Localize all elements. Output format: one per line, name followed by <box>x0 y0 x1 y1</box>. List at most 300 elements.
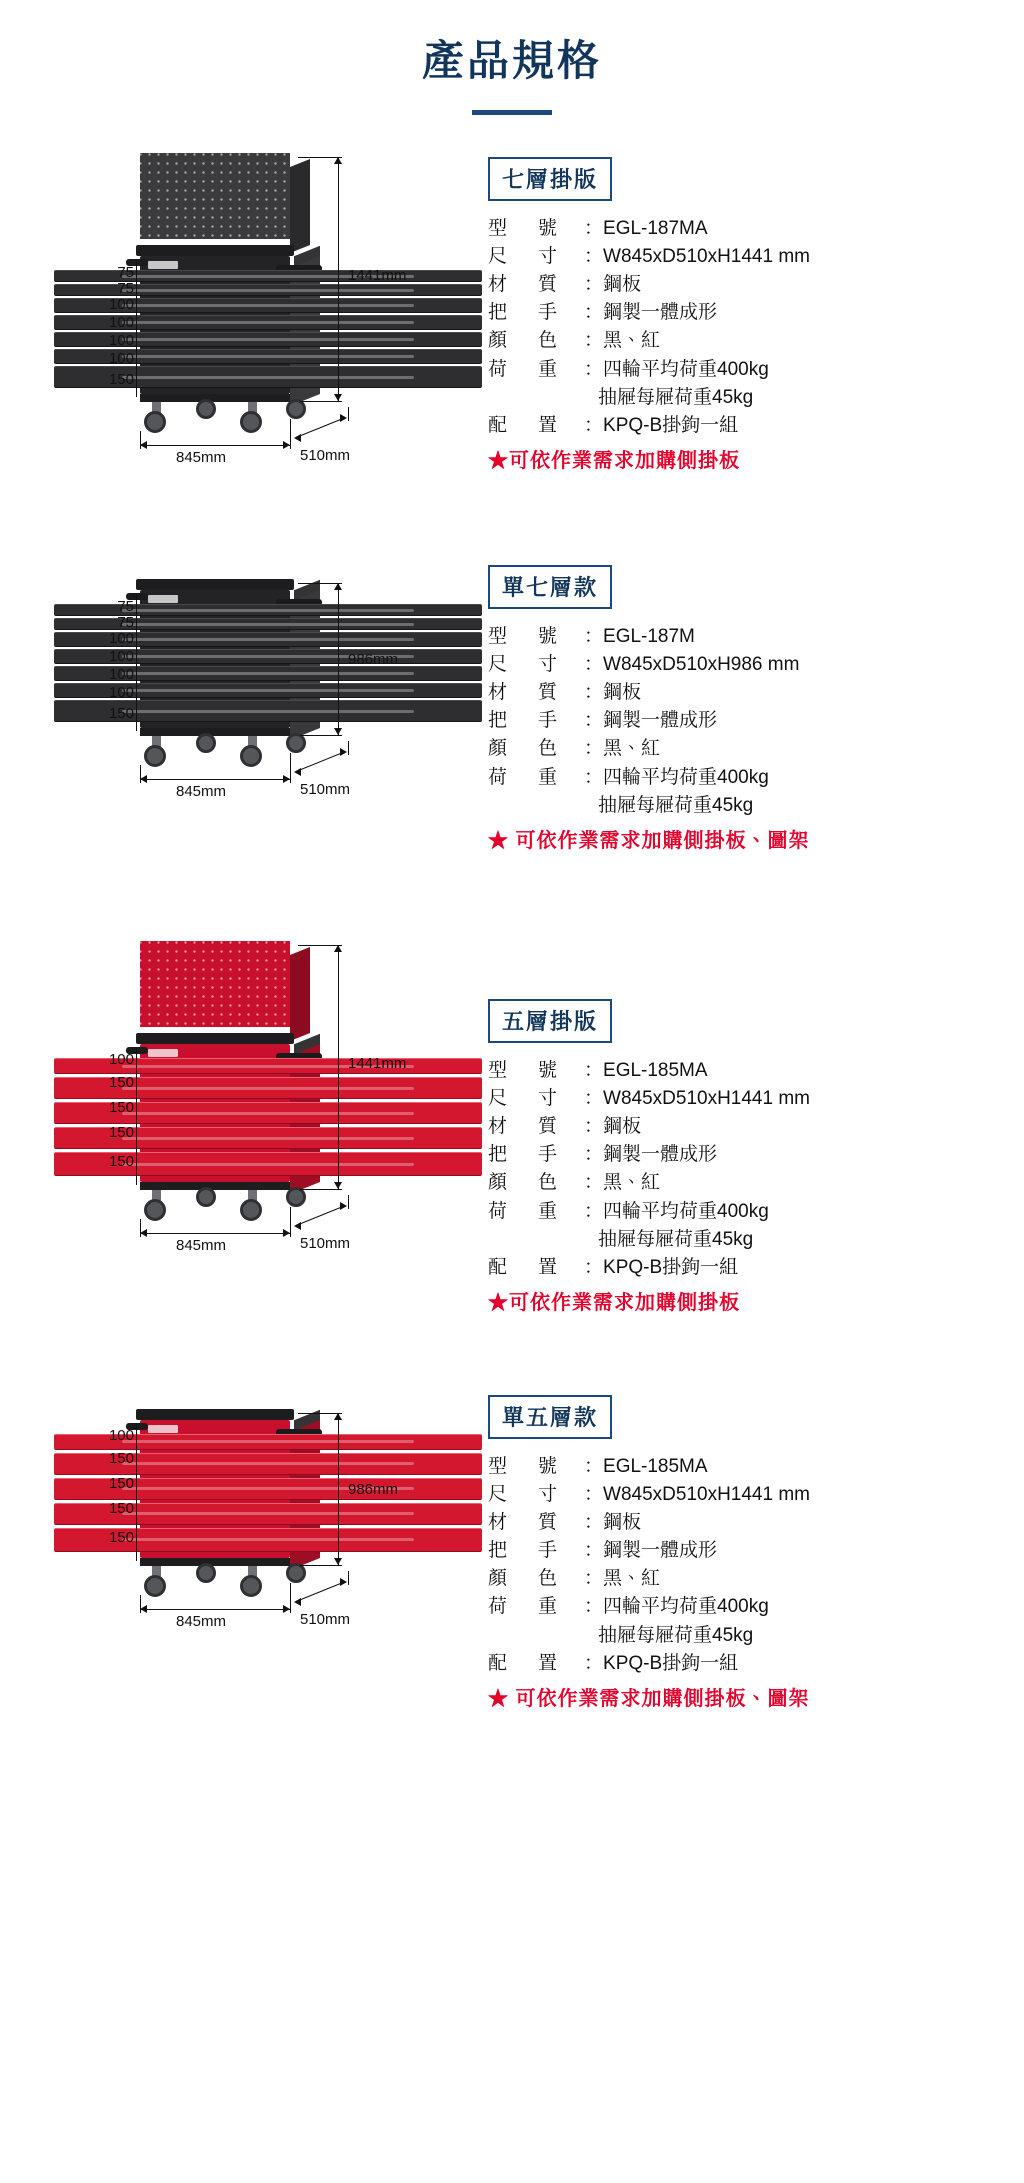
height-label: 1441mm <box>348 1055 407 1072</box>
spec-row-color <box>488 327 1008 355</box>
spec-note: ★ 可依作業需求加購側掛板、圖架 <box>488 829 810 852</box>
spec-value-material: 鋼板 <box>603 1116 642 1138</box>
product-figure-3 <box>48 937 488 1267</box>
height-arrow-down <box>334 728 342 735</box>
depth-arrow-right <box>340 1202 347 1210</box>
product-figure-1 <box>48 149 488 479</box>
worktop <box>136 245 294 256</box>
depth-arrow-right <box>340 748 347 756</box>
drawer-handle <box>122 376 413 379</box>
drawer-dim <box>48 314 140 331</box>
depth-arrow-right <box>340 1578 347 1586</box>
drawer-dim-value: 150 <box>108 1074 134 1091</box>
width-arrow-left <box>140 1605 147 1613</box>
spec-value-load-2: 抽屜每屜荷重45kg <box>598 386 754 408</box>
spec-row-load <box>488 1198 1008 1226</box>
pegboard-side-panel <box>290 947 310 1041</box>
height-dim-line <box>338 945 339 1189</box>
spec-value-load-2: 抽屜每屜荷重45kg <box>598 1228 754 1250</box>
spec-row-material <box>488 1509 1008 1537</box>
spec-value-model: EGL-187MA <box>603 218 708 239</box>
drawer-dim <box>48 1500 140 1517</box>
spec-value-config: KPQ-B掛鉤一組 <box>603 414 739 436</box>
drawer-handle <box>122 609 413 612</box>
spec-value-handle: 鋼製一體成形 <box>603 1144 718 1166</box>
drawer-handle <box>122 1462 413 1465</box>
spec-key-handle: 把 手 <box>488 1144 564 1166</box>
depth-arrow-left <box>294 1222 301 1230</box>
pegboard-panel <box>140 941 290 1027</box>
cabinet-illustration-1 <box>48 149 488 479</box>
spec-row-color <box>488 1169 1008 1197</box>
cabinet-illustration-2 <box>48 557 488 867</box>
spec-row-handle <box>488 299 1008 327</box>
brand-logo <box>148 261 178 269</box>
caster-wheel <box>240 1199 262 1221</box>
drawer-dim <box>48 1450 140 1467</box>
drawer-handle <box>122 623 413 626</box>
pegboard-panel <box>140 153 290 239</box>
drawer-dim <box>48 684 140 701</box>
depth-ext-right <box>348 1571 349 1585</box>
drawer-dim <box>48 1475 140 1492</box>
spec-key-model: 型 號 <box>488 1060 564 1081</box>
width-arrow-left <box>140 441 147 449</box>
drawer-dim <box>48 705 140 722</box>
spec-row-load <box>488 1593 1008 1621</box>
drawer-dim-value: 150 <box>108 1099 134 1116</box>
spec-colon: ： <box>584 682 604 704</box>
drawer-dim-value: 150 <box>108 1124 134 1141</box>
drawer-dim-value: 75 <box>117 614 134 631</box>
drawer-dim <box>48 666 140 683</box>
caster-wheel <box>196 1563 216 1583</box>
spec-value-load-2: 抽屜每屜荷重45kg <box>598 794 754 816</box>
product-badge: 單七層款 <box>488 565 612 609</box>
width-arrow-right <box>283 1605 290 1613</box>
caster-wheel <box>286 1187 306 1207</box>
spec-row-color <box>488 1565 1008 1593</box>
product-spec-3 <box>488 937 1008 1315</box>
drawer-handle <box>122 338 413 341</box>
caster-wheel <box>286 399 306 419</box>
drawer-handle <box>122 289 413 292</box>
height-arrow-up <box>334 583 342 590</box>
dim-extension-left <box>136 595 137 731</box>
product-spec-2 <box>488 557 1008 853</box>
drawer-dim-value: 150 <box>108 1528 134 1546</box>
height-arrow-up <box>334 157 342 164</box>
spec-value-model: EGL-185MA <box>603 1060 708 1081</box>
width-dim-line <box>140 1609 290 1610</box>
height-label: 986mm <box>348 651 399 668</box>
spec-row-model <box>488 215 1008 243</box>
spec-row-model <box>488 1453 1008 1481</box>
drawer-dim <box>48 598 140 615</box>
spec-key-color: 顏 色 <box>488 330 564 352</box>
spec-colon: ： <box>584 1512 604 1534</box>
depth-arrow-right <box>340 414 347 422</box>
worktop <box>136 579 294 590</box>
drawer-dim-value: 75 <box>117 280 134 297</box>
drawer-handle <box>122 1087 413 1090</box>
spec-row-model <box>488 623 1008 651</box>
width-label: 845mm <box>176 783 227 800</box>
pegboard-side-panel <box>290 159 310 253</box>
caster-wheel <box>196 733 216 753</box>
height-arrow-up <box>334 945 342 952</box>
spec-value-size: W845xD510xH1441 mm <box>603 246 810 268</box>
width-arrow-right <box>283 441 290 449</box>
spec-colon: ： <box>584 246 604 268</box>
drawer-handle <box>122 638 413 641</box>
drawer-dim-value: 100 <box>108 314 134 331</box>
spec-row-load-2 <box>488 1226 1008 1254</box>
spec-row-material <box>488 1113 1008 1141</box>
product-figure-2 <box>48 557 488 867</box>
product-block-2 <box>0 557 1024 867</box>
drawer-dim <box>48 614 140 631</box>
height-dim-line <box>338 157 339 401</box>
caster-wheel <box>196 399 216 419</box>
width-label: 845mm <box>176 449 227 466</box>
depth-arrow-left <box>294 1598 301 1606</box>
title-divider <box>472 110 552 115</box>
drawer-dim-value: 150 <box>108 371 134 388</box>
width-ext-left <box>140 1595 141 1613</box>
depth-dim-line <box>296 1581 345 1601</box>
spec-list <box>488 623 1008 820</box>
width-ext-left <box>140 765 141 783</box>
drawer-handle <box>122 1163 413 1166</box>
spec-row-config <box>488 1650 1008 1678</box>
spec-list <box>488 215 1008 440</box>
dim-extension-left <box>136 1425 137 1561</box>
caster-wheel <box>144 745 166 767</box>
spec-value-load-1: 四輪平均荷重400kg <box>603 766 769 788</box>
spec-colon: ： <box>584 1172 604 1194</box>
product-block-3 <box>0 937 1024 1315</box>
spec-colon: ： <box>584 1144 604 1166</box>
spec-key-size: 尺 寸 <box>488 1088 564 1110</box>
width-ext-left <box>140 431 141 449</box>
spec-value-load-2: 抽屜每屜荷重45kg <box>598 1624 754 1646</box>
spec-value-color: 黑、紅 <box>603 330 661 352</box>
spec-key-model: 型 號 <box>488 218 564 239</box>
drawer-dim-value: 100 <box>108 332 134 349</box>
drawer-dim <box>48 296 140 313</box>
brand-logo <box>148 1425 178 1433</box>
spec-colon: ： <box>584 1596 604 1618</box>
drawer-handle <box>122 710 413 713</box>
base-rail <box>140 1558 290 1566</box>
spec-key-material: 材 質 <box>488 682 564 704</box>
drawer-dim <box>48 1074 140 1091</box>
spec-value-handle: 鋼製一體成形 <box>603 1540 718 1562</box>
product-spec-1 <box>488 149 1008 473</box>
spec-colon: ： <box>584 1116 604 1138</box>
width-dim-line <box>140 1233 290 1234</box>
spec-key-load: 荷 重 <box>488 766 564 788</box>
spec-colon: ： <box>584 1200 604 1222</box>
spec-value-handle: 鋼製一體成形 <box>603 302 718 324</box>
height-label: 986mm <box>348 1480 399 1498</box>
width-ext-right <box>290 419 291 449</box>
drawer-dim-value: 100 <box>108 630 134 647</box>
width-arrow-right <box>283 775 290 783</box>
spec-value-handle: 鋼製一體成形 <box>603 710 718 732</box>
drawer-dim-value: 150 <box>108 705 134 722</box>
spec-row-handle <box>488 707 1008 735</box>
drawer-dim-value: 150 <box>108 1153 134 1170</box>
spec-value-color: 黑、紅 <box>603 1568 661 1590</box>
spec-key-config: 配 置 <box>488 414 564 436</box>
spec-value-color: 黑、紅 <box>603 738 661 760</box>
spec-value-load-1: 四輪平均荷重400kg <box>603 1200 769 1222</box>
spec-row-material <box>488 679 1008 707</box>
spec-value-size: W845xD510xH986 mm <box>603 654 800 676</box>
drawer-dim <box>48 371 140 388</box>
spec-key-color: 顏 色 <box>488 1568 564 1590</box>
spec-value-size: W845xD510xH1441 mm <box>603 1088 810 1110</box>
product-block-1 <box>0 149 1024 479</box>
width-arrow-left <box>140 775 147 783</box>
width-label: 845mm <box>176 1612 227 1630</box>
spec-colon: ： <box>584 654 604 676</box>
spec-row-size <box>488 1085 1008 1113</box>
spec-colon: ： <box>584 358 604 380</box>
drawer-handle <box>122 355 413 358</box>
caster-wheel <box>144 411 166 433</box>
spec-colon: ： <box>584 414 604 436</box>
spec-value-model: EGL-185MA <box>603 1455 708 1477</box>
drawer-dim-value: 150 <box>108 1474 134 1492</box>
spec-key-handle: 把 手 <box>488 302 564 324</box>
spec-row-model <box>488 1057 1008 1085</box>
spec-colon: ： <box>584 1060 604 1081</box>
spec-key-size: 尺 寸 <box>488 654 564 676</box>
spec-row-config <box>488 412 1008 440</box>
drawer-dim <box>48 1427 140 1444</box>
spec-note: ★可依作業需求加購側掛板 <box>488 449 740 472</box>
depth-dim-line <box>296 1206 345 1226</box>
worktop <box>136 1409 294 1420</box>
drawer-dim-value: 150 <box>108 1449 134 1467</box>
product-spec-4 <box>488 1387 1008 1711</box>
spec-row-size <box>488 243 1008 271</box>
page-title-block <box>0 0 1024 115</box>
spec-key-size: 尺 寸 <box>488 1483 564 1505</box>
cabinet-illustration-3 <box>48 937 488 1267</box>
spec-value-load-1: 四輪平均荷重400kg <box>603 1596 769 1618</box>
drawer-handle <box>122 689 413 692</box>
spec-row-handle <box>488 1537 1008 1565</box>
spec-colon: ： <box>584 218 604 239</box>
spec-colon: ： <box>584 766 604 788</box>
spec-list <box>488 1057 1008 1282</box>
spec-row-config <box>488 1254 1008 1282</box>
height-arrow-down <box>334 1182 342 1189</box>
depth-ext-right <box>348 1195 349 1209</box>
spec-value-material: 鋼板 <box>603 682 642 704</box>
width-ext-left <box>140 1219 141 1237</box>
spec-value-size: W845xD510xH1441 mm <box>603 1483 810 1505</box>
spec-row-size <box>488 1481 1008 1509</box>
spec-key-model: 型 號 <box>488 626 564 647</box>
product-figure-4 <box>48 1387 488 1697</box>
spec-row-handle <box>488 1141 1008 1169</box>
caster-wheel <box>240 1575 262 1597</box>
dim-extension-left <box>136 1049 137 1185</box>
drawer-dim-value: 75 <box>117 598 134 615</box>
spec-value-color: 黑、紅 <box>603 1172 661 1194</box>
drawer-dim <box>48 264 140 281</box>
product-badge: 七層掛版 <box>488 157 612 201</box>
drawer-dim <box>48 1529 140 1546</box>
spec-value-config: KPQ-B掛鉤一組 <box>603 1256 739 1278</box>
drawer-dim <box>48 1153 140 1170</box>
spec-colon: ： <box>584 302 604 324</box>
product-badge: 五層掛版 <box>488 999 612 1043</box>
width-ext-right <box>290 1583 291 1613</box>
spec-key-color: 顏 色 <box>488 738 564 760</box>
spec-colon: ： <box>584 330 604 352</box>
height-dim-tick-bottom <box>300 1565 342 1566</box>
spec-key-material: 材 質 <box>488 1116 564 1138</box>
base-rail <box>140 1182 290 1190</box>
spec-list <box>488 1453 1008 1678</box>
drawer-handle <box>122 672 413 675</box>
spec-row-load <box>488 764 1008 792</box>
drawer-dim-value: 75 <box>117 264 134 281</box>
spec-row-load <box>488 356 1008 384</box>
spec-key-load: 荷 重 <box>488 1596 564 1618</box>
drawer-dim-value: 100 <box>108 296 134 313</box>
spec-key-config: 配 置 <box>488 1652 564 1674</box>
base-rail <box>140 728 290 736</box>
drawer-handle <box>122 321 413 324</box>
spec-colon: ： <box>584 1540 604 1562</box>
caster-wheel <box>144 1199 166 1221</box>
spec-colon: ： <box>584 1088 604 1110</box>
height-dim-line <box>338 583 339 735</box>
drawer-dim <box>48 1124 140 1141</box>
width-dim-line <box>140 445 290 446</box>
drawer-dim-value: 100 <box>108 1426 134 1444</box>
spec-key-model: 型 號 <box>488 1455 564 1477</box>
spec-colon: ： <box>584 1568 604 1590</box>
drawer-dim-value: 100 <box>108 684 134 701</box>
spec-colon: ： <box>584 1455 604 1477</box>
brand-logo <box>148 1049 178 1057</box>
spec-value-material: 鋼板 <box>603 1512 642 1534</box>
spec-value-material: 鋼板 <box>603 274 642 296</box>
height-label: 1441mm <box>348 267 407 284</box>
product-badge: 單五層款 <box>488 1395 612 1439</box>
spec-row-color <box>488 735 1008 763</box>
drawer-dim <box>48 648 140 665</box>
width-arrow-right <box>283 1229 290 1237</box>
width-arrow-left <box>140 1229 147 1237</box>
depth-dim-line <box>296 752 345 772</box>
drawer-dim <box>48 630 140 647</box>
spec-colon: ： <box>584 1652 604 1674</box>
caster-wheel <box>286 733 306 753</box>
caster-wheel <box>196 1187 216 1207</box>
caster-wheel <box>286 1563 306 1583</box>
drawer-dim <box>48 1051 140 1068</box>
spec-key-size: 尺 寸 <box>488 246 564 268</box>
drawer-dim <box>48 332 140 349</box>
height-dim-tick-bottom <box>300 735 342 736</box>
spec-key-handle: 把 手 <box>488 1540 564 1562</box>
height-arrow-up <box>334 1413 342 1420</box>
spec-key-color: 顏 色 <box>488 1172 564 1194</box>
worktop <box>136 1033 294 1044</box>
drawer-dim <box>48 350 140 367</box>
depth-label: 510mm <box>300 1610 351 1628</box>
depth-label: 510mm <box>300 1235 351 1252</box>
spec-colon: ： <box>584 1483 604 1505</box>
drawer-handle <box>122 1512 413 1515</box>
width-ext-right <box>290 753 291 783</box>
spec-row-material <box>488 271 1008 299</box>
spec-key-material: 材 質 <box>488 1512 564 1534</box>
spec-note: ★可依作業需求加購側掛板 <box>488 1291 740 1314</box>
drawer-dim-value: 100 <box>108 666 134 683</box>
depth-label: 510mm <box>300 781 351 798</box>
depth-dim-line <box>296 418 345 438</box>
drawer-dim-value: 100 <box>108 350 134 367</box>
spec-row-load-2 <box>488 1622 1008 1650</box>
drawer-handle <box>122 1137 413 1140</box>
spec-value-model: EGL-187M <box>603 626 695 647</box>
drawer-dim <box>48 280 140 297</box>
brand-logo <box>148 595 178 603</box>
page-title: 產品規格 <box>421 37 602 84</box>
height-dim-line <box>338 1413 339 1565</box>
drawer-dim-value: 100 <box>108 1051 134 1068</box>
width-ext-right <box>290 1207 291 1237</box>
spec-key-config: 配 置 <box>488 1256 564 1278</box>
spec-colon: ： <box>584 274 604 296</box>
spec-row-size <box>488 651 1008 679</box>
spec-colon: ： <box>584 738 604 760</box>
caster-wheel <box>240 411 262 433</box>
spec-key-load: 荷 重 <box>488 358 564 380</box>
height-arrow-down <box>334 394 342 401</box>
drawer-dim-value: 150 <box>108 1499 134 1517</box>
caster-wheel <box>240 745 262 767</box>
base-rail <box>140 394 290 402</box>
spec-key-handle: 把 手 <box>488 710 564 732</box>
drawer-handle <box>122 1440 413 1443</box>
cabinet-illustration-4 <box>48 1387 488 1697</box>
spec-row-load-2 <box>488 792 1008 820</box>
spec-key-material: 材 質 <box>488 274 564 296</box>
width-label: 845mm <box>176 1237 227 1254</box>
spec-colon: ： <box>584 710 604 732</box>
depth-arrow-left <box>294 434 301 442</box>
depth-ext-right <box>348 741 349 755</box>
caster-wheel <box>144 1575 166 1597</box>
spec-value-load-1: 四輪平均荷重400kg <box>603 358 769 380</box>
dim-extension-left <box>136 261 137 397</box>
spec-colon: ： <box>584 626 604 647</box>
width-dim-line <box>140 779 290 780</box>
drawer-dim <box>48 1099 140 1116</box>
depth-label: 510mm <box>300 447 351 464</box>
